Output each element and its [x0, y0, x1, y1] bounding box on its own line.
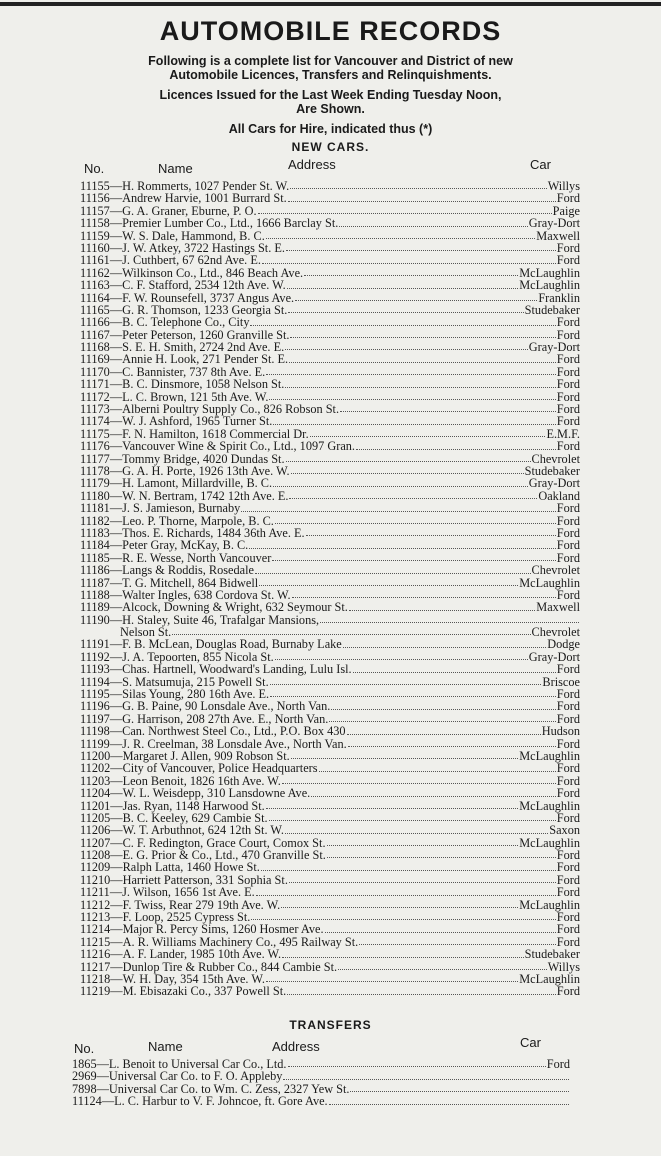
entry-text: 11203—Leon Benoit, 1826 16th Ave. W.: [80, 773, 281, 788]
dot-leader: [289, 353, 556, 362]
entry-text: 11208—E. G. Prior & Co., Ltd., 470 Granville St.: [80, 848, 326, 863]
list-item: [80, 477, 580, 489]
dot-leader: [288, 192, 556, 201]
dot-leader: [327, 849, 556, 858]
dot-leader: [275, 515, 556, 524]
entry-text: 11219—M. Ebisazaki Co., 337 Powell St.: [80, 984, 287, 999]
entry-car: Ford: [556, 513, 580, 528]
entry-text: 11193—Chas. Hartnell, Woodward's Landing, Lulu Isl.: [80, 662, 352, 677]
col-address-header: Address: [288, 157, 336, 172]
entry-car: Ford: [556, 191, 580, 206]
entry-text: 11198—Can. Northwest Steel Co., Ltd., P.O. Box 430: [80, 724, 346, 739]
dot-leader: [272, 552, 555, 561]
entry-car: Chevrolet: [531, 625, 580, 640]
entry-car: Ford: [556, 687, 580, 702]
entry-text: 11194—S. Matsumuja, 215 Powell St.: [80, 674, 269, 689]
entry-text: 11184—Peter Gray, McKay, B. C.: [80, 538, 249, 553]
dot-leader: [329, 713, 555, 722]
dot-leader: [311, 787, 556, 796]
dot-leader: [286, 242, 556, 251]
dot-leader: [353, 663, 556, 672]
entry-text: 11214—Major R. Percy Sims, 1260 Hosmer Ave.: [80, 922, 324, 937]
entry-car: Ford: [556, 934, 580, 949]
entry-car: Willys: [547, 959, 580, 974]
dot-leader: [269, 391, 555, 400]
entry-car: Ford: [556, 885, 580, 900]
entry-car: Ford: [556, 414, 580, 429]
entry-text: 11186—Langs & Roddis, Rosedale: [80, 563, 254, 578]
dot-leader: [288, 304, 523, 313]
entry-car: Ford: [556, 786, 580, 801]
list-item: [80, 279, 580, 291]
entry-text: 11199—J. R. Creelman, 38 Lonsdale Ave., North Van.: [80, 736, 347, 751]
list-item: [80, 638, 580, 650]
dot-leader: [320, 614, 579, 623]
list-item: [80, 378, 580, 390]
entry-car: Saxon: [549, 823, 580, 838]
list-item: [80, 502, 580, 514]
dot-leader: [241, 502, 555, 511]
entry-car: Gray-Dort: [528, 476, 580, 491]
entry-car: Briscoe: [542, 674, 580, 689]
list-item: [80, 700, 580, 712]
entry-text: 11164—F. W. Rounsefell, 3737 Angus Ave.: [80, 290, 295, 305]
dot-leader: [266, 230, 535, 239]
transfers-list: [72, 1058, 570, 1108]
entry-text: 11205—B. C. Keeley, 629 Cambie St.: [80, 810, 268, 825]
dot-leader: [310, 428, 546, 437]
new-cars-list: [80, 180, 580, 998]
entry-car: Maxwell: [536, 228, 580, 243]
entry-text: 11159—W. S. Dale, Hammond, B. C.: [80, 228, 265, 243]
entry-car: Oakland: [538, 488, 580, 503]
entry-car: Ford: [556, 550, 580, 565]
entry-car: Ford: [556, 773, 580, 788]
entry-text: 11197—G. Harrison, 208 27th Ave. E., North Van.: [80, 711, 329, 726]
entry-car: Ford: [556, 922, 580, 937]
dot-leader: [339, 217, 527, 226]
entry-car: McLaughlin: [519, 835, 580, 850]
entry-car: Ford: [556, 810, 580, 825]
entry-car: Ford: [556, 389, 580, 404]
dot-leader: [295, 292, 537, 301]
entry-text: 11202—City of Vancouver, Police Headquarters: [80, 761, 318, 776]
list-item: [80, 762, 580, 774]
dot-leader: [285, 341, 528, 350]
entry-text: 11168—S. E. H. Smith, 2724 2nd Ave. E.: [80, 340, 285, 355]
entry-text: 11158—Premier Lumber Co., Ltd., 1666 Barclay St.: [80, 216, 339, 231]
entry-car: Ford: [556, 761, 580, 776]
list-item: [72, 1070, 570, 1082]
entry-car: Studebaker: [524, 947, 580, 962]
entry-text: 11171—B. C. Dinsmore, 1058 Nelson St.: [80, 377, 285, 392]
new-cars-heading: NEW CARS.: [291, 140, 370, 154]
entry-car: Ford: [556, 984, 580, 999]
hire-note: All Cars for Hire, indicated thus (*): [228, 122, 433, 136]
transfers-col-name-header: Name: [148, 1039, 183, 1054]
entry-car: Paige: [552, 203, 580, 218]
dot-leader: [319, 762, 556, 771]
dot-leader: [258, 205, 552, 214]
dot-leader: [282, 775, 556, 784]
entry-text: 11207—C. F. Redington, Grace Court, Comox St.: [80, 835, 326, 850]
entry-text: 11173—Alberni Poultry Supply Co., 826 Robson St.: [80, 402, 340, 417]
entry-car: Gray-Dort: [528, 649, 580, 664]
entry-car: Ford: [556, 501, 580, 516]
dot-leader: [273, 477, 528, 486]
entry-text: 11191—F. B. McLean, Douglas Road, Burnaby Lake: [80, 637, 342, 652]
entry-car: Gray-Dort: [528, 216, 580, 231]
entry-text: 11192—J. A. Tepoorten, 855 Nicola St.: [80, 649, 274, 664]
dot-leader: [359, 936, 556, 945]
entry-text: 11190—H. Staley, Suite 46, Trafalgar Mansions,: [80, 612, 320, 627]
dot-leader: [283, 1070, 569, 1079]
entry-text: 11200—Margaret J. Allen, 909 Robson St.: [80, 748, 290, 763]
entry-car: Ford: [556, 327, 580, 342]
entry-text: 11182—Leo. P. Thorne, Marpole, B. C.: [80, 513, 274, 528]
dot-leader: [266, 366, 556, 375]
entry-text: 11161—J. Cuthbert, 67 62nd Ave. E.: [80, 253, 261, 268]
entry-car: McLaughlin: [519, 278, 580, 293]
entry-car: Chevrolet: [531, 563, 580, 578]
entry-car: Franklin: [538, 290, 580, 305]
licences-line-1: Licences Issued for the Last Week Ending Tuesday Noon,: [159, 88, 502, 102]
dot-leader: [340, 403, 556, 412]
entry-car: Studebaker: [524, 463, 580, 478]
entry-car: McLaughlin: [519, 748, 580, 763]
entry-text: 11176—Vancouver Wine & Spirit Co., Ltd., 1097 Gran.: [80, 439, 356, 454]
entry-text: 11156—Andrew Harvie, 1001 Burrard St.: [80, 191, 287, 206]
entry-text: 11177—Tommy Bridge, 4020 Dundas St.: [80, 451, 285, 466]
dot-leader: [291, 465, 524, 474]
entry-car: Willys: [547, 179, 580, 193]
list-item: [80, 217, 580, 229]
dot-leader: [249, 539, 556, 548]
list-item: [72, 1095, 570, 1107]
entry-text: 11183—Thos. E. Richards, 1484 36th Ave. E.: [80, 525, 305, 540]
dot-leader: [262, 254, 556, 263]
dot-leader: [291, 750, 518, 759]
entry-text: 11170—C. Bannister, 737 8th Ave. E.: [80, 364, 266, 379]
list-item: [80, 923, 580, 935]
entry-car: Ford: [556, 872, 580, 887]
entry-text: 11181—J. S. Jamieson, Burnaby: [80, 501, 241, 516]
list-item: [80, 254, 580, 266]
dot-leader: [289, 490, 537, 499]
entry-car: Ford: [556, 860, 580, 875]
entry-text: 11124—L. C. Harbur to V. F. Johncoe, ft. Gore Ave.: [72, 1094, 328, 1109]
dot-leader: [266, 973, 518, 982]
entry-car: Chevrolet: [531, 451, 580, 466]
entry-car: Dodge: [547, 637, 580, 652]
entry-car: Ford: [556, 402, 580, 417]
entry-car: Ford: [556, 736, 580, 751]
list-item: [80, 663, 580, 675]
dot-leader: [269, 812, 556, 821]
entry-text: 11213—F. Loop, 2525 Cypress St.: [80, 910, 251, 925]
list-item: [80, 948, 580, 960]
entry-text: 11189—Alcock, Downing & Wright, 632 Seymour St.: [80, 600, 348, 615]
entry-car: Ford: [556, 910, 580, 925]
entry-text: 11201—Jas. Ryan, 1148 Harwood St.: [80, 798, 265, 813]
entry-car: Ford: [556, 525, 580, 540]
dot-leader: [282, 948, 524, 957]
entry-text: 2969—Universal Car Co. to F. O. Appleby: [72, 1069, 283, 1084]
entry-text: 11217—Dunlop Tire & Rubber Co., 844 Cambie St.: [80, 959, 338, 974]
dot-leader: [286, 453, 531, 462]
entry-text: 11185—R. E. Wesse, North Vancouver: [80, 550, 272, 565]
entry-text: 11178—G. A. H. Porte, 1926 13th Ave. W.: [80, 463, 290, 478]
list-item: [80, 192, 580, 204]
entry-text: 1865—L. Benoit to Universal Car Co., Ltd.: [72, 1057, 287, 1071]
dot-leader: [289, 874, 556, 883]
entry-text: 11179—H. Lamont, Millardville, B. C.: [80, 476, 273, 491]
entry-car: E.M.F.: [546, 426, 580, 441]
dot-leader: [292, 589, 556, 598]
entry-car: Ford: [546, 1057, 570, 1071]
entry-car: Ford: [556, 377, 580, 392]
dot-leader: [347, 725, 541, 734]
dot-leader: [329, 1095, 569, 1104]
page-title: AUTOMOBILE RECORDS: [159, 16, 502, 46]
dot-leader: [285, 378, 555, 387]
dot-leader: [259, 577, 518, 586]
entry-text: 11215—A. R. Williams Machinery Co., 495 Railway St.: [80, 934, 359, 949]
list-item: [80, 440, 580, 452]
entry-car: Ford: [556, 662, 580, 677]
entry-car: McLaughlin: [519, 575, 580, 590]
col-no-header: No.: [84, 161, 105, 176]
entry-car: Gray-Dort: [528, 340, 580, 355]
entry-text: 11174—W. J. Ashford, 1965 Turner St.: [80, 414, 273, 429]
list-item: [80, 824, 580, 836]
entry-text: 11172—L. C. Brown, 121 5th Ave. W.: [80, 389, 269, 404]
dot-leader: [331, 700, 555, 709]
entry-text: 11212—F. Twiss, Rear 279 19th Ave. W.: [80, 897, 281, 912]
dot-leader: [304, 267, 518, 276]
entry-car: McLaughlin: [519, 897, 580, 912]
entry-text: 11218—W. H. Day, 354 15th Ave. W.: [80, 972, 265, 986]
dot-leader: [290, 180, 547, 189]
entry-text: 11196—G. B. Paine, 90 Lonsdale Ave., North Van.: [80, 699, 331, 714]
entry-text: 11157—G. A. Graner, Eburne, P. O.: [80, 203, 257, 218]
entry-car: Ford: [556, 240, 580, 255]
top-rule: [0, 2, 661, 6]
dot-leader: [270, 676, 542, 685]
entry-text: 11211—J. Wilson, 1656 1st Ave. E.: [80, 885, 255, 900]
dot-leader: [270, 688, 556, 697]
dot-leader: [281, 899, 518, 908]
dot-leader: [348, 738, 556, 747]
entry-text: 11180—W. N. Bertram, 1742 12th Ave. E.: [80, 488, 289, 503]
entry-text: 11210—Harriett Patterson, 331 Sophia St.: [80, 872, 288, 887]
intro-line-2: Automobile Licences, Transfers and Relinquishments.: [169, 68, 492, 82]
list-item: [80, 725, 580, 737]
entry-car: Ford: [556, 439, 580, 454]
dot-leader: [350, 1083, 569, 1092]
dot-leader: [261, 861, 556, 870]
transfers-heading: TRANSFERS: [289, 1018, 372, 1032]
entry-text: 11162—Wilkinson Co., Ltd., 846 Beach Ave.: [80, 265, 304, 280]
list-item: [80, 787, 580, 799]
entry-text: 11167—Peter Peterson, 1260 Granville St.: [80, 327, 290, 342]
entry-text: 11195—Silas Young, 280 16th Ave. E.: [80, 687, 270, 702]
dot-leader: [288, 1058, 546, 1067]
entry-car: Ford: [556, 587, 580, 602]
col-car-header: Car: [530, 157, 551, 172]
dot-leader: [172, 626, 530, 635]
transfers-col-car-header: Car: [520, 1035, 541, 1050]
list-item: [80, 353, 580, 365]
entry-text: 11206—W. T. Arbuthnot, 624 12th St. W.: [80, 823, 284, 838]
dot-leader: [251, 911, 555, 920]
entry-text: 11209—Ralph Latta, 1460 Howe St.: [80, 860, 260, 875]
dot-leader: [356, 440, 556, 449]
entry-text: 11160—J. W. Atkey, 3722 Hastings St. E.: [80, 240, 285, 255]
entry-text: Nelson St.: [120, 625, 172, 640]
entry-car: Ford: [556, 538, 580, 553]
dot-leader: [255, 564, 531, 573]
dot-leader: [275, 651, 528, 660]
dot-leader: [256, 886, 556, 895]
dot-leader: [338, 961, 547, 970]
entry-car: Ford: [556, 699, 580, 714]
entry-car: McLaughlin: [519, 972, 580, 986]
entry-car: Ford: [556, 848, 580, 863]
entry-car: Ford: [556, 253, 580, 268]
entry-car: Ford: [556, 711, 580, 726]
entry-text: 11187—T. G. Mitchell, 864 Bidwell: [80, 575, 259, 590]
dot-leader: [287, 985, 556, 994]
list-item: [80, 564, 580, 576]
dot-leader: [349, 601, 535, 610]
entry-text: 11216—A. F. Lander, 1985 10th Ave. W.: [80, 947, 282, 962]
entry-text: 11188—Walter Ingles, 638 Cordova St. W.: [80, 587, 291, 602]
entry-car: Ford: [556, 352, 580, 367]
list-item: [80, 886, 580, 898]
entry-car: McLaughlin: [519, 265, 580, 280]
dot-leader: [306, 527, 556, 536]
entry-text: 11155—H. Rommerts, 1027 Pender St. W.: [80, 179, 290, 193]
entry-car: Hudson: [541, 724, 580, 739]
entry-text: 11169—Annie H. Look, 271 Pender St. E.: [80, 352, 289, 367]
entry-text: 11165—G. R. Thomson, 1233 Georgia St.: [80, 302, 288, 317]
col-name-header: Name: [158, 161, 193, 176]
entry-car: Ford: [556, 364, 580, 379]
entry-car: Ford: [556, 315, 580, 330]
transfers-col-no-header: No.: [74, 1041, 95, 1056]
dot-leader: [290, 329, 555, 338]
entry-text: 11166—B. C. Telephone Co., City: [80, 315, 250, 330]
list-item: [80, 985, 580, 997]
dot-leader: [343, 638, 546, 647]
intro-line-1: Following is a complete list for Vancouver and District of new: [148, 54, 513, 68]
entry-text: 11204—W. L. Weisdepp, 310 Lansdowne Ave.: [80, 786, 311, 801]
dot-leader: [273, 415, 555, 424]
entry-text: 11175—F. N. Hamilton, 1618 Commercial Dr.: [80, 426, 309, 441]
licences-line-2: Are Shown.: [296, 102, 365, 116]
list-item: [80, 601, 580, 613]
entry-text: 11163—C. F. Stafford, 2534 12th Ave. W.: [80, 278, 286, 293]
list-item: [80, 539, 580, 551]
list-item: [80, 415, 580, 427]
entry-car: Studebaker: [524, 302, 580, 317]
entry-car: Maxwell: [536, 600, 580, 615]
dot-leader: [325, 923, 556, 932]
entry-car: McLaughlin: [519, 798, 580, 813]
dot-leader: [266, 800, 518, 809]
list-item: [80, 316, 580, 328]
dot-leader: [327, 837, 519, 846]
dot-leader: [250, 316, 555, 325]
dot-leader: [287, 279, 519, 288]
transfers-col-address-header: Address: [272, 1039, 320, 1054]
dot-leader: [285, 824, 548, 833]
entry-text: 7898—Universal Car Co. to Wm. C. Zess, 2327 Yew St.: [72, 1081, 350, 1096]
